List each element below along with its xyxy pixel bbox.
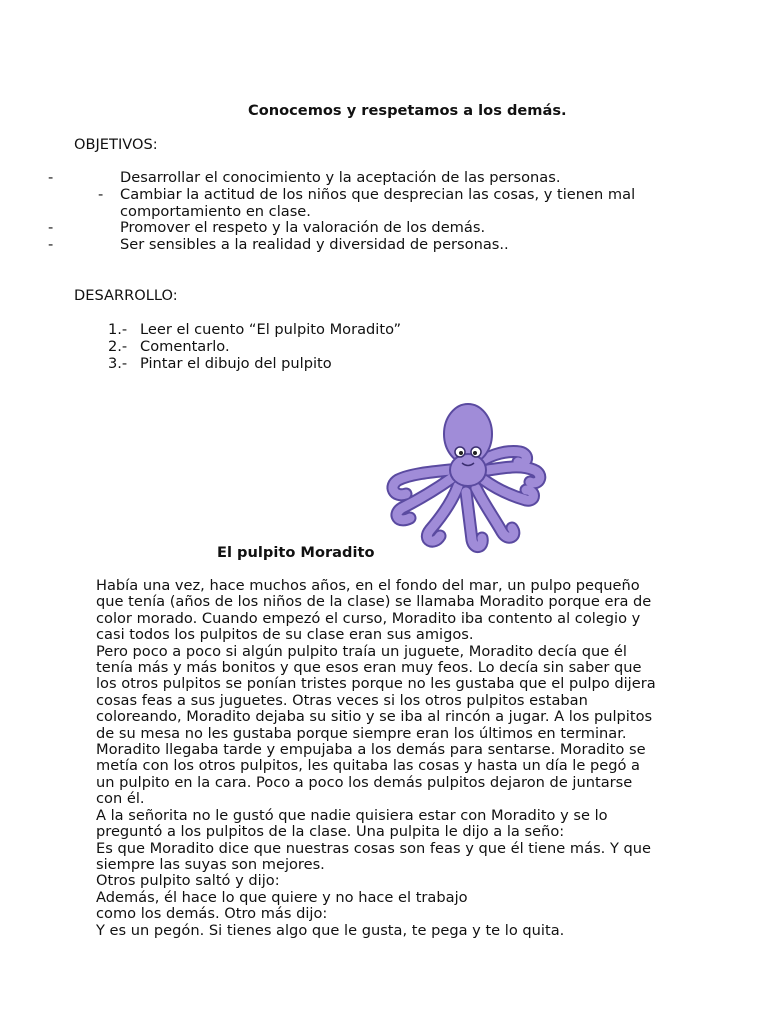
story-line: Pero poco a poco si algún pulpito traía un juguete, Moradito decía que él [96,642,627,660]
story-line: de su mesa no les gustaba porque siempre eran los últimos en terminar. [96,724,627,742]
story-line: A la señorita no le gustó que nadie quisiera estar con Moradito y se lo [96,806,608,824]
story-line: los otros pulpitos se ponían tristes porque no les gustaba que el pulpo dijera [96,675,656,693]
story-line: que tenía (años de los niños de la clase) se llamaba Moradito porque era de [96,593,652,611]
octopus-icon [380,400,555,560]
story-line: metía con los otros pulpitos, les quitaba las cosas y hasta un día le pegó a [96,757,640,775]
objetivo-item-continuation: comportamiento en clase. [120,203,311,220]
story-line: casi todos los pulpitos de su clase eran sus amigos. [96,626,474,644]
story-text [96,578,656,939]
objetivo-item: Ser sensibles a la realidad y diversidad de personas.. [120,236,509,253]
step-number: 3.- [108,355,128,372]
bullet-marker: - [48,219,54,236]
story-line: con él. [96,790,145,808]
story-line: Había una vez, hace muchos años, en el fondo del mar, un pulpo pequeño [96,577,640,594]
story-line: preguntó a los pulpitos de la clase. Una pulpita le dijo a la seño: [96,823,565,841]
story-line: coloreando, Moradito dejaba su sitio y se iba al rincón a jugar. A los pulpitos [96,708,653,726]
objetivo-item: Desarrollar el conocimiento y la aceptación de las personas. [120,169,561,186]
story-line: un pulpito en la cara. Poco a poco los demás pulpitos dejaron de juntarse [96,773,633,791]
step-number: 1.- [108,321,128,338]
step-text: Leer el cuento “El pulpito Moradito” [140,321,402,338]
story-line: como los demás. Otro más dijo: [96,905,328,923]
story-line: tenía más y más bonitos y que esos eran muy feos. Lo decía sin saber que [96,659,642,677]
story-line: Es que Moradito dice que nuestras cosas son feas y que él tiene más. Y que [96,839,651,857]
step-number: 2.- [108,338,128,355]
story-line: color morado. Cuando empezó el curso, Moradito iba contento al colegio y [96,609,641,627]
bullet-marker: - [98,186,104,203]
objetivos-heading: OBJETIVOS: [74,136,158,153]
step-text: Comentarlo. [140,338,230,355]
objetivo-item: Promover el respeto y la valoración de los demás. [120,219,486,236]
bullet-marker: - [48,236,54,253]
story-line: cosas feas a sus juguetes. Otras veces si los otros pulpitos estaban [96,691,588,709]
step-text: Pintar el dibujo del pulpito [140,355,332,372]
objetivo-item: Cambiar la actitud de los niños que desprecian las cosas, y tienen mal [120,186,636,203]
story-line: Moradito llegaba tarde y empujaba a los demás para sentarse. Moradito se [96,741,646,759]
desarrollo-heading: DESARROLLO: [74,287,178,304]
bullet-marker: - [48,169,54,186]
story-line: Además, él hace lo que quiere y no hace el trabajo [96,888,468,906]
story-line: Y es un pegón. Si tienes algo que le gusta, te pega y te lo quita. [96,921,565,939]
story-title: El pulpito Moradito [217,544,375,561]
document-title: Conocemos y respetamos a los demás. [248,102,567,119]
story-line: siempre las suyas son mejores. [96,855,325,873]
story-line: Otros pulpito saltó y dijo: [96,872,280,890]
